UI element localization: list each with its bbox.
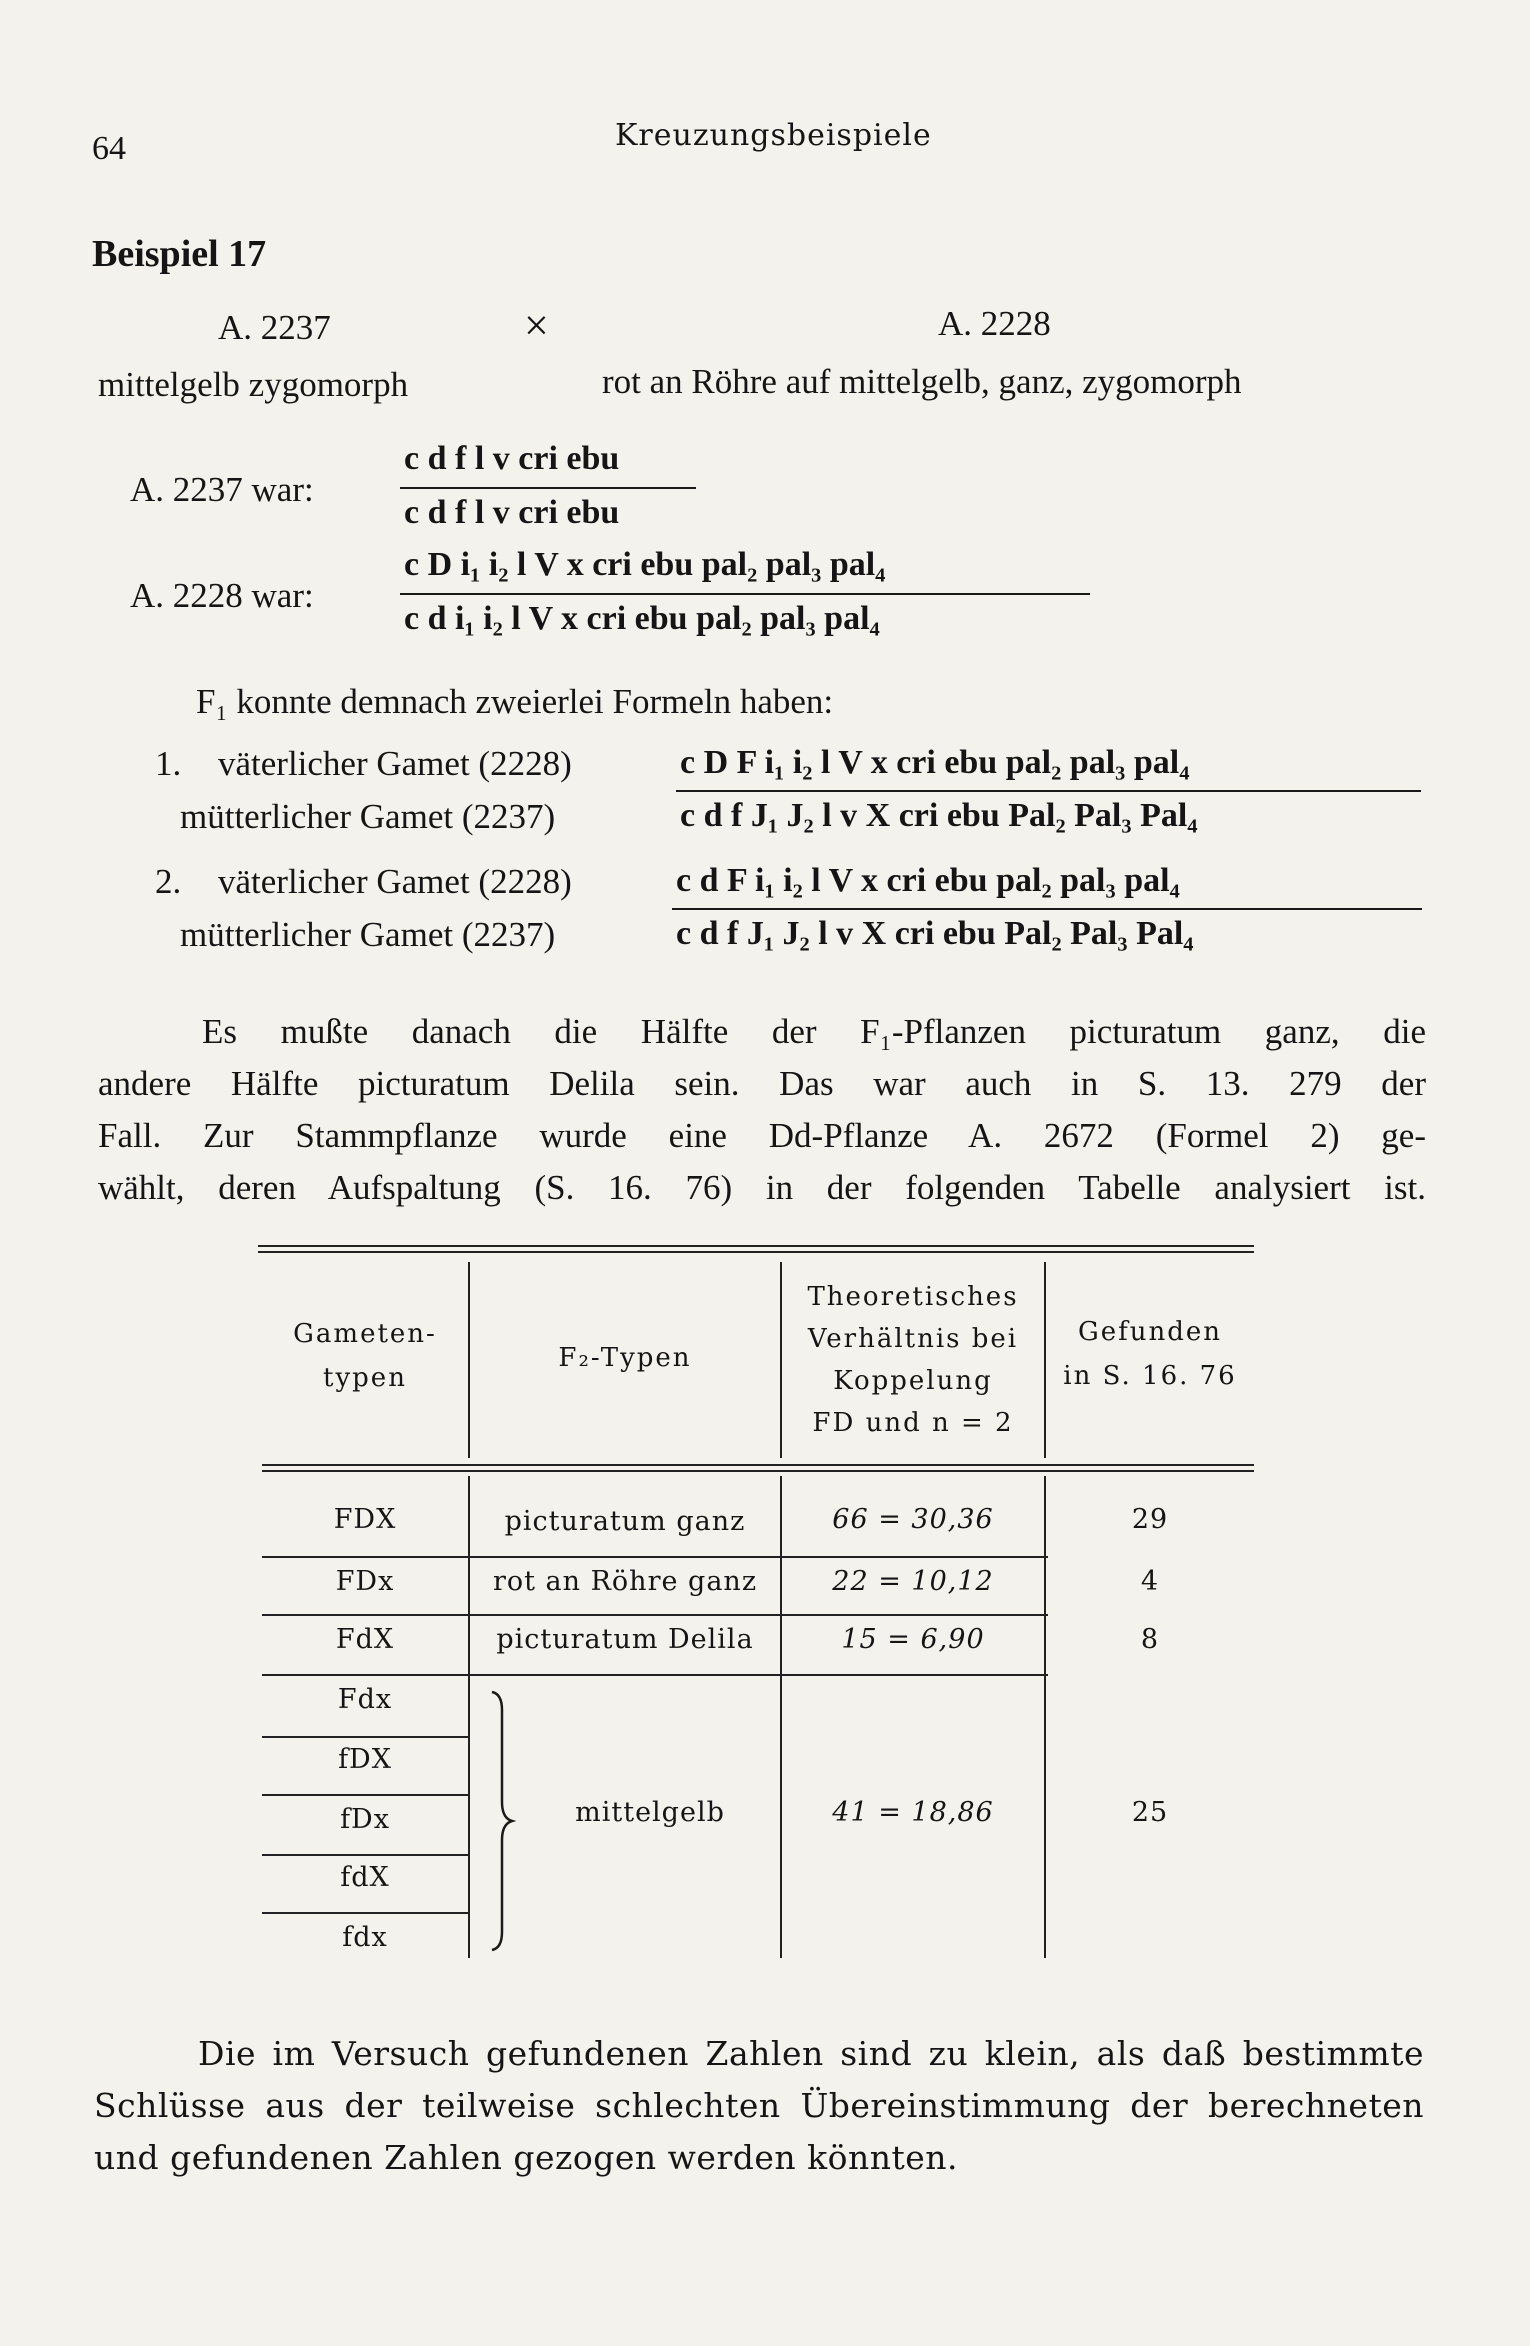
header-line: Gameten- xyxy=(293,1319,437,1349)
parent-right: A. 2228 xyxy=(938,304,1051,343)
cell-ratio: 22 = 10,12 xyxy=(832,1566,994,1597)
cell-ratio-merged: 41 = 18,86 xyxy=(832,1797,994,1828)
header-line: FD und n = 2 xyxy=(812,1408,1014,1438)
parent-left: A. 2237 xyxy=(218,308,331,347)
cell-type-merged: mittelgelb xyxy=(575,1797,725,1828)
cell-found: 29 xyxy=(1131,1504,1169,1535)
cell-found: 4 xyxy=(1140,1566,1160,1597)
cell-type: rot an Röhre ganz xyxy=(492,1566,758,1597)
cell-type: picturatum ganz xyxy=(504,1506,746,1537)
parent-right-description: rot an Röhre auf mittelgelb, ganz, zygomorph xyxy=(602,362,1242,401)
paragraph-line: Es mußte danach die Hälfte der F₁-Pflanzen picturatum ganz, die xyxy=(202,1012,1426,1051)
table-vline xyxy=(1044,1476,1046,1958)
cross-symbol: × xyxy=(524,301,549,350)
row-rule xyxy=(262,1854,468,1856)
header-line: Verhältnis bei xyxy=(807,1324,1019,1354)
cell-type: picturatum Delila xyxy=(496,1624,754,1655)
header-line: Gefunden xyxy=(1077,1317,1223,1347)
row-rule xyxy=(262,1556,1048,1558)
parent-left-description: mittelgelb zygomorph xyxy=(98,365,409,404)
option1-fraction-line xyxy=(676,790,1421,792)
row-rule xyxy=(262,1614,1048,1616)
option2-number: 2. xyxy=(155,862,182,901)
option2-maternal-formula: c d f J₁ J₂ l v X cri ebu Pal₂ Pal₃ Pal₄ xyxy=(676,915,1194,952)
cell-gamete: fdx xyxy=(342,1922,388,1953)
cell-gamete: FDx xyxy=(335,1566,395,1597)
table-header-rule xyxy=(262,1464,1254,1466)
cell-gamete: Fdx xyxy=(337,1684,393,1715)
cell-gamete: fDx xyxy=(340,1804,390,1835)
header-found xyxy=(1046,1310,1254,1398)
cell-found-merged: 25 xyxy=(1131,1797,1169,1828)
cell-gamete: FDX xyxy=(333,1504,397,1535)
table-header-rule xyxy=(262,1470,1254,1472)
row-rule xyxy=(262,1736,468,1738)
paragraph-line: wählt, deren Aufspaltung (S. 16. 76) in der folgenden Tabelle analysiert ist. xyxy=(98,1168,1426,1207)
paragraph-line: und gefundenen Zahlen gezogen werden könnten. xyxy=(94,2138,959,2177)
cell-gamete: fdX xyxy=(340,1862,390,1893)
row-rule xyxy=(262,1794,468,1796)
paragraph-line: Fall. Zur Stammpflanze wurde eine Dd-Pflanze A. 2672 (Formel 2) ge- xyxy=(98,1116,1426,1155)
option1-maternal-formula: c d f J₁ J₂ l v X cri ebu Pal₂ Pal₃ Pal₄ xyxy=(680,797,1198,834)
a2237-fraction-line xyxy=(400,487,696,489)
paragraph-line: andere Hälfte picturatum Delila sein. Das war auch in S. 13. 279 der xyxy=(98,1064,1426,1103)
cell-found: 8 xyxy=(1140,1624,1160,1655)
row-rule xyxy=(262,1912,468,1914)
right-brace-icon xyxy=(488,1690,516,1952)
header-line: typen xyxy=(323,1363,407,1393)
running-title: Kreuzungsbeispiele xyxy=(615,118,932,153)
header-theoretical-ratio xyxy=(782,1276,1044,1444)
table-vline xyxy=(468,1476,470,1958)
option1-maternal-label: mütterlicher Gamet (2237) xyxy=(180,797,556,836)
a2237-label: A. 2237 war: xyxy=(130,470,314,509)
option2-fraction-line xyxy=(672,908,1422,910)
example-title: Beispiel 17 xyxy=(92,233,267,275)
cell-ratio: 15 = 6,90 xyxy=(841,1624,985,1655)
a2228-label: A. 2228 war: xyxy=(130,576,314,615)
table-top-rule xyxy=(258,1251,1254,1253)
cell-gamete: fDX xyxy=(338,1744,392,1775)
cell-gamete: FdX xyxy=(335,1624,395,1655)
table-top-rule xyxy=(258,1245,1254,1247)
header-gametes xyxy=(262,1312,468,1400)
option1-paternal-formula: c D F i₁ i₂ l V x cri ebu pal₂ pal₃ pal₄ xyxy=(680,744,1190,781)
a2228-formula-top: c D i₁ i₂ l V x cri ebu pal₂ pal₃ pal₄ xyxy=(404,546,886,583)
header-f2-types: F₂-Typen xyxy=(558,1343,692,1373)
table-vline xyxy=(780,1476,782,1958)
row-rule xyxy=(262,1674,1048,1676)
f1-intro: F₁ konnte demnach zweierlei Formeln haben: xyxy=(196,682,834,721)
paragraph-conclusion xyxy=(94,2028,1424,2184)
header-line: Koppelung xyxy=(833,1366,993,1396)
option1-number: 1. xyxy=(155,744,182,783)
a2237-formula-bottom: c d f l v cri ebu xyxy=(404,494,620,531)
cell-ratio: 66 = 30,36 xyxy=(832,1504,994,1535)
paragraph-line: Die im Versuch gefundenen Zahlen sind zu klein, als daß bestimmte xyxy=(198,2034,1424,2073)
paragraph-line: Schlüsse aus der teilweise schlechten Übereinstimmung der berechneten xyxy=(94,2086,1424,2125)
a2228-fraction-line xyxy=(400,593,1090,595)
a2228-formula-bottom: c d i₁ i₂ l V x cri ebu pal₂ pal₃ pal₄ xyxy=(404,600,880,637)
a2237-formula-top: c d f l v cri ebu xyxy=(404,440,620,477)
option2-maternal-label: mütterlicher Gamet (2237) xyxy=(180,915,556,954)
option2-paternal-label: väterlicher Gamet (2228) xyxy=(218,862,572,901)
paragraph-analysis xyxy=(98,1006,1426,1214)
header-line: in S. 16. 76 xyxy=(1063,1361,1237,1391)
header-line: Theoretisches xyxy=(807,1282,1019,1312)
option1-paternal-label: väterlicher Gamet (2228) xyxy=(218,744,572,783)
page-number: 64 xyxy=(92,130,126,167)
option2-paternal-formula: c d F i₁ i₂ l V x cri ebu pal₂ pal₃ pal₄ xyxy=(676,862,1180,899)
